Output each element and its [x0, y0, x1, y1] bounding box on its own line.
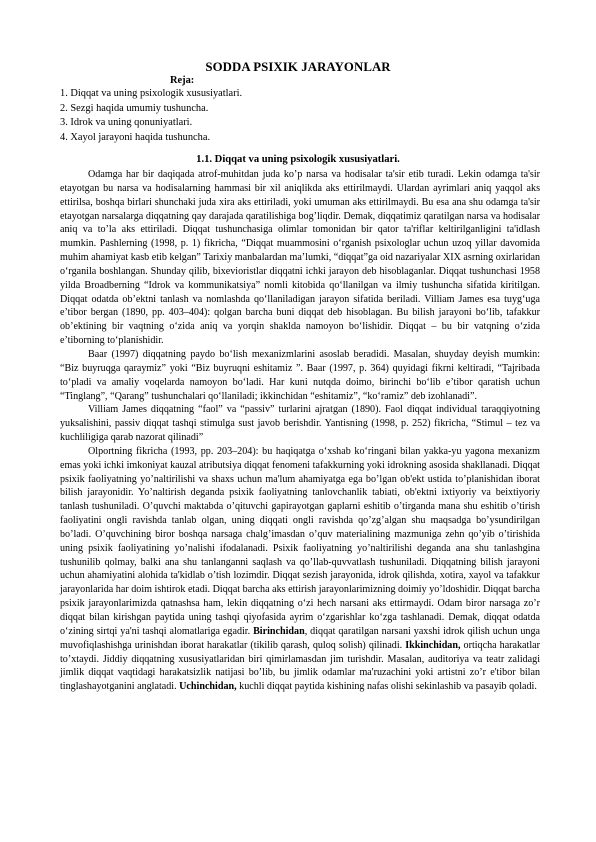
- paragraph-text: ortiqcha harakatlar to’xtaydi. Jiddiy diqqatning xususiyatlaridan biri qimirlamasdan jim turishdir. Masalan, auditoriya va teatr zalidagi jimlik diqqat vaqtidagi harakatsizlik natijasi bo’lib, bu jimlik odamlar ma'ruzachini yoki artistni zo’r e'tibor bilan tinglashayotganini anglatadi.: [60, 639, 540, 693]
- plan-item: 3. Idrok va uning qonuniyatlari.: [60, 117, 193, 129]
- section-title: 1.1. Diqqat va uning psixologik xususiyatlari.: [196, 154, 400, 165]
- plan-item: 1. Diqqat va uning psixologik xususiyatlari.: [60, 88, 243, 99]
- plan-list: [60, 87, 242, 145]
- plan-item: 2. Sezgi haqida umumiy tushuncha.: [60, 102, 209, 114]
- paragraph: [60, 445, 540, 694]
- bold-term: Birinchidan: [253, 625, 305, 637]
- plan-heading: Reja:: [170, 75, 195, 86]
- paragraph: Baar (1997) diqqatning paydo bo‘lish mexanizmlarini asoslab beradidi. Masalan, shuyday deyish mumkin: “Biz buyruqga qaraymiz” yoki “Biz buyruqni eshitamiz ”. Baar (1997, p. 364) quyidagi fikrni keltiradi, “Tajribada to‘pladi va amaliy voqelarda namoyon bo‘ladi. Har kuni nutqda doimo, birinchi bo‘lib e’tibor qaratish uchun “Tinglang”, “Qarang” tushunchalari qo‘llaniladi; ikkinchidan “eshitamiz”, “ko‘ramiz” deb izohlanadi”.: [60, 348, 540, 402]
- bold-term: Uchinchidan,: [179, 681, 237, 693]
- paragraph-text: Olportning fikricha (1993, pp. 203–204): bu haqiqatga o‘xshab ko‘ringani bilan yakka-yu yagona mexanizm emas yoki ichki imkoniyat kauzal atributsiya diqqat fenomeni tafakkurning yoki idrokning asosida shakllanadi. Diqqat psixik faoliyatning yo’naltirilishi va shaxs uchun ma'lum ahamiyatga ega bo’lgan ob'ekt ustida to’planishidan iborat bilish jarayonidir. Yo’naltirish deganda psixik faoliyatning tanlovchanlik tabiati, ob'ektni ixtiyoriy va beixtiyoriy tanlash tushuniladi. O’quvchi maktabda o’qituvchi gapirayotgan gaplarni eshitib o’tirganda mana shu eshitib o’tirish faoliyatini ongli ravishda tanlab olgan, uning diqqati ongli ravishda qo’zg’algan shu maqsadga bo’ysundirilgan bo’ladi. O’quvchining biror boshqa narsaga chalg’imasdan o’quv materialining mazmuniga zehn qo’yib o’tirishida uning psixik faoliyatining yo’nalishi ifodalanadi. Psixik faoliyatning yo’naltirilishi deganda ana shu tanlashgina tushunilib qolmay, balki ana shu tanlanganni saqlash va qo’llab-quvvatlash tushuniladi. Diqqatning bilish jarayoni uchun ahamiyatini alohida ta'kidlab o’tish lozimdir. Diqqat sezish jarayonida, idrok qilishda, xotira, xayol va tafakkur jarayonlarida har doim ishtirok etadi. Diqqat barcha aks ettirish jarayonlarimizning doimiy yo’ldoshidir. Diqqat barcha psixik jarayonlarimizda qatnashsa ham, lekin diqqatning o‘zi hech narsani aks ettirmaydi. Odam biror narsaga zo’r diqqat bilan kirishgan paytida uning tashqi qiyofasida ayrim o‘zgarishlar ko‘zga tashlanadi. Demak, diqqat odatda o‘zining sirtqi ya'ni tashqi alomatlariga egadir.: [60, 445, 540, 637]
- paragraph: Villiam James diqqatning “faol” va “passiv” turlarini ajratgan (1890). Faol diqqat individual taraqqiyotning yuksalishini, passiv diqqat tashqi stimulga sust javob berishdir. Yantisning (1998, p. 252) fikricha, “Stimul – tez va kuchliligiga qarab nazorat qilinadi”: [60, 404, 540, 444]
- body-text: [60, 168, 540, 694]
- paragraph: Odamga har bir daqiqada atrof-muhitdan juda ko’p narsa va hodisalar ta'sir etib turadi. Lekin odamga ta'sir etayotgan bu narsa va hodisalarning hammasi bir xil aniqlikda aks ettirilmaydi. Ulardan ayrimlari aniq yaqqol aks ettirilsa, boshqa birlari shunchaki juda xira aks ettiriladi, yoki umuman aks ettirilmaydi. Bu esa ana shu odamga ta'sir etayotgan narsalarga diqqatning qay darajada qaratilishiga bog’liqdir. Demak, diqqatimiz qaratilgan narsa va hodisalar aniq va to’la aks ettiriladi. Diqqat tushunchasiga olimlar tomonidan bir qator ta'riflar keltirilganligini ta'idlash mumkin. Pashlerning (1998, p. 1) fikricha, “Diqqat muammosini o‘rganish psixologlar uchun uzoq yillar davomida muhim ahamiyat kasb etib kelgan” Tarixiy manbalardan ma’lumki, “diqqat”ga oid nazariyalar XIX asrning oxirlaridan o‘rganila boshlangan. Shunday qilib, bixevioristlar diqqatni ichki jarayon deb hisoblaganlar. Diqqat tushunchasi 1958 yilda Broadberning “Idrok va kommunikatsiya” nomli kitobida qo‘llanilgan va ilmiy tushuncha sifatida kiritilgan. Diqqat odatda ob’ektni tanlash va nomlashda qo‘llaniladigan jarayon sifatida beriladi. Villiam James esa tuyg‘uga e’tibor bergan (1890, pp. 403–404): qolgan barcha buni diqqat deb hisoblagan. Bu bilish jarayoni bo‘lib, tafakkur ob’ektining bir vaqtning o‘zida aniq va yorqin shaklda namoyon bo‘lishidir. Diqqat – bu bir vatqning o‘zida e’tiborning to‘planishidir.: [60, 169, 540, 347]
- paragraph-text: kuchli diqqat paytida kishining nafas olishi sekinlashib va pasayib qoladi.: [236, 681, 537, 693]
- document-title: SODDA PSIXIK JARAYONLAR: [205, 60, 391, 74]
- paragraph-text: , diqqat qaratilgan narsani yaxshi idrok qilish uchun unga muvofiqlashishga urinishdan iborat harakatlar (tikilib qarash, quloq solish) qilinadi.: [60, 625, 540, 651]
- plan-item: 4. Xayol jarayoni haqida tushuncha.: [60, 131, 211, 143]
- bold-term: Ikkinchidan,: [405, 639, 461, 651]
